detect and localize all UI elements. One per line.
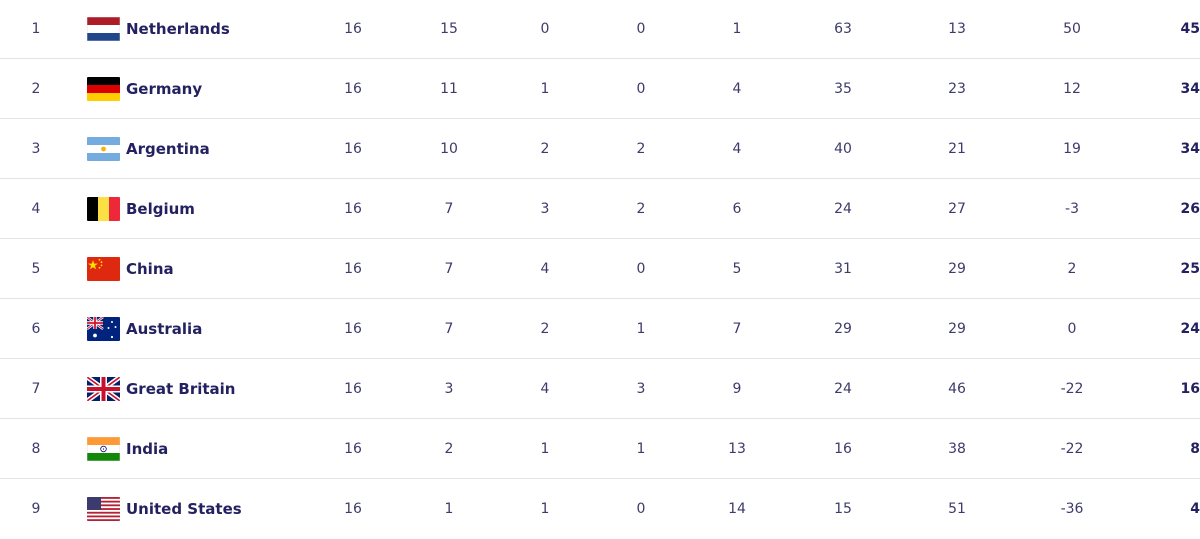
goals-for: 15	[834, 501, 852, 517]
team-cell[interactable]	[87, 299, 202, 359]
team-name[interactable]: Great Britain	[126, 380, 236, 398]
position: 1	[31, 21, 41, 37]
great-britain-flag-icon	[87, 377, 120, 401]
goal-difference: 2	[1067, 261, 1077, 277]
goals-against: 27	[948, 201, 966, 217]
goal-difference: -3	[1065, 201, 1079, 217]
australia-flag-icon	[87, 317, 120, 341]
goals-against: 29	[948, 261, 966, 277]
team-name[interactable]: India	[126, 440, 169, 458]
united-states-flag-icon	[87, 497, 120, 521]
points: 8	[1190, 441, 1200, 457]
points: 16	[1180, 381, 1200, 397]
team-cell[interactable]	[87, 119, 210, 179]
goal-difference: -22	[1060, 381, 1084, 397]
losses: 7	[732, 321, 742, 337]
goals-against: 38	[948, 441, 966, 457]
wins: 15	[440, 21, 458, 37]
position: 4	[31, 201, 41, 217]
goals-for: 31	[834, 261, 852, 277]
matches-played: 16	[344, 501, 362, 517]
china-flag-icon	[87, 257, 120, 281]
position: 9	[31, 501, 41, 517]
losses: 13	[728, 441, 746, 457]
points: 25	[1180, 261, 1200, 277]
shootout-wins: 2	[636, 141, 646, 157]
position: 6	[31, 321, 41, 337]
goals-against: 29	[948, 321, 966, 337]
losses: 4	[732, 141, 742, 157]
points: 4	[1190, 501, 1200, 517]
goals-against: 23	[948, 81, 966, 97]
draws: 1	[540, 501, 550, 517]
draws: 2	[540, 321, 550, 337]
shootout-wins: 3	[636, 381, 646, 397]
table-row[interactable]	[0, 419, 1200, 479]
belgium-flag-icon	[87, 197, 120, 221]
goals-against: 46	[948, 381, 966, 397]
shootout-wins: 0	[636, 261, 646, 277]
position: 2	[31, 81, 41, 97]
india-flag-icon	[87, 437, 120, 461]
team-cell[interactable]	[87, 479, 242, 539]
draws: 1	[540, 81, 550, 97]
points: 45	[1180, 21, 1200, 37]
germany-flag-icon	[87, 77, 120, 101]
draws: 3	[540, 201, 550, 217]
shootout-wins: 0	[636, 21, 646, 37]
matches-played: 16	[344, 201, 362, 217]
goals-for: 35	[834, 81, 852, 97]
position: 7	[31, 381, 41, 397]
matches-played: 16	[344, 81, 362, 97]
matches-played: 16	[344, 21, 362, 37]
team-name[interactable]: United States	[126, 500, 242, 518]
matches-played: 16	[344, 321, 362, 337]
goal-difference: 12	[1063, 81, 1081, 97]
team-cell[interactable]	[87, 59, 202, 119]
team-cell[interactable]	[87, 179, 195, 239]
table-row[interactable]	[0, 0, 1200, 59]
goals-for: 63	[834, 21, 852, 37]
points: 34	[1180, 81, 1200, 97]
wins: 11	[440, 81, 458, 97]
losses: 6	[732, 201, 742, 217]
team-name[interactable]: Germany	[126, 80, 203, 98]
team-name[interactable]: Belgium	[126, 200, 195, 218]
team-cell[interactable]	[87, 359, 235, 419]
team-cell[interactable]	[87, 239, 174, 299]
goals-for: 40	[834, 141, 852, 157]
points: 24	[1180, 321, 1200, 337]
goals-for: 24	[834, 381, 852, 397]
draws: 4	[540, 261, 550, 277]
position: 8	[31, 441, 41, 457]
matches-played: 16	[344, 141, 362, 157]
shootout-wins: 1	[636, 321, 646, 337]
wins: 3	[444, 381, 454, 397]
wins: 7	[444, 261, 454, 277]
draws: 0	[540, 21, 550, 37]
matches-played: 16	[344, 261, 362, 277]
losses: 4	[732, 81, 742, 97]
wins: 7	[444, 201, 454, 217]
team-name[interactable]: Australia	[126, 320, 203, 338]
position: 3	[31, 141, 41, 157]
draws: 1	[540, 441, 550, 457]
goal-difference: 0	[1067, 321, 1077, 337]
goals-against: 51	[948, 501, 966, 517]
shootout-wins: 0	[636, 501, 646, 517]
wins: 7	[444, 321, 454, 337]
table-row[interactable]	[0, 179, 1200, 239]
goal-difference: 19	[1063, 141, 1081, 157]
draws: 4	[540, 381, 550, 397]
wins: 2	[444, 441, 454, 457]
points: 26	[1180, 201, 1200, 217]
team-cell[interactable]	[87, 419, 168, 479]
points: 34	[1180, 141, 1200, 157]
draws: 2	[540, 141, 550, 157]
table-row[interactable]	[0, 359, 1200, 419]
team-name[interactable]: China	[126, 260, 174, 278]
goals-for: 16	[834, 441, 852, 457]
goal-difference: 50	[1063, 21, 1081, 37]
wins: 10	[440, 141, 458, 157]
table-row[interactable]	[0, 59, 1200, 119]
argentina-flag-icon	[87, 137, 120, 161]
team-name[interactable]: Argentina	[126, 140, 210, 158]
goals-for: 29	[834, 321, 852, 337]
netherlands-flag-icon	[87, 17, 120, 41]
goal-difference: -22	[1060, 441, 1084, 457]
goals-against: 13	[948, 21, 966, 37]
table-row[interactable]	[0, 299, 1200, 359]
losses: 5	[732, 261, 742, 277]
matches-played: 16	[344, 441, 362, 457]
goal-difference: -36	[1060, 501, 1084, 517]
position: 5	[31, 261, 41, 277]
matches-played: 16	[344, 381, 362, 397]
team-cell[interactable]	[87, 0, 230, 59]
goals-against: 21	[948, 141, 966, 157]
shootout-wins: 1	[636, 441, 646, 457]
wins: 1	[444, 501, 454, 517]
table-row[interactable]	[0, 119, 1200, 179]
losses: 1	[732, 21, 742, 37]
table-row[interactable]	[0, 239, 1200, 299]
shootout-wins: 0	[636, 81, 646, 97]
table-row[interactable]	[0, 479, 1200, 539]
goals-for: 24	[834, 201, 852, 217]
team-name[interactable]: Netherlands	[126, 20, 230, 38]
losses: 14	[728, 501, 746, 517]
shootout-wins: 2	[636, 201, 646, 217]
losses: 9	[732, 381, 742, 397]
